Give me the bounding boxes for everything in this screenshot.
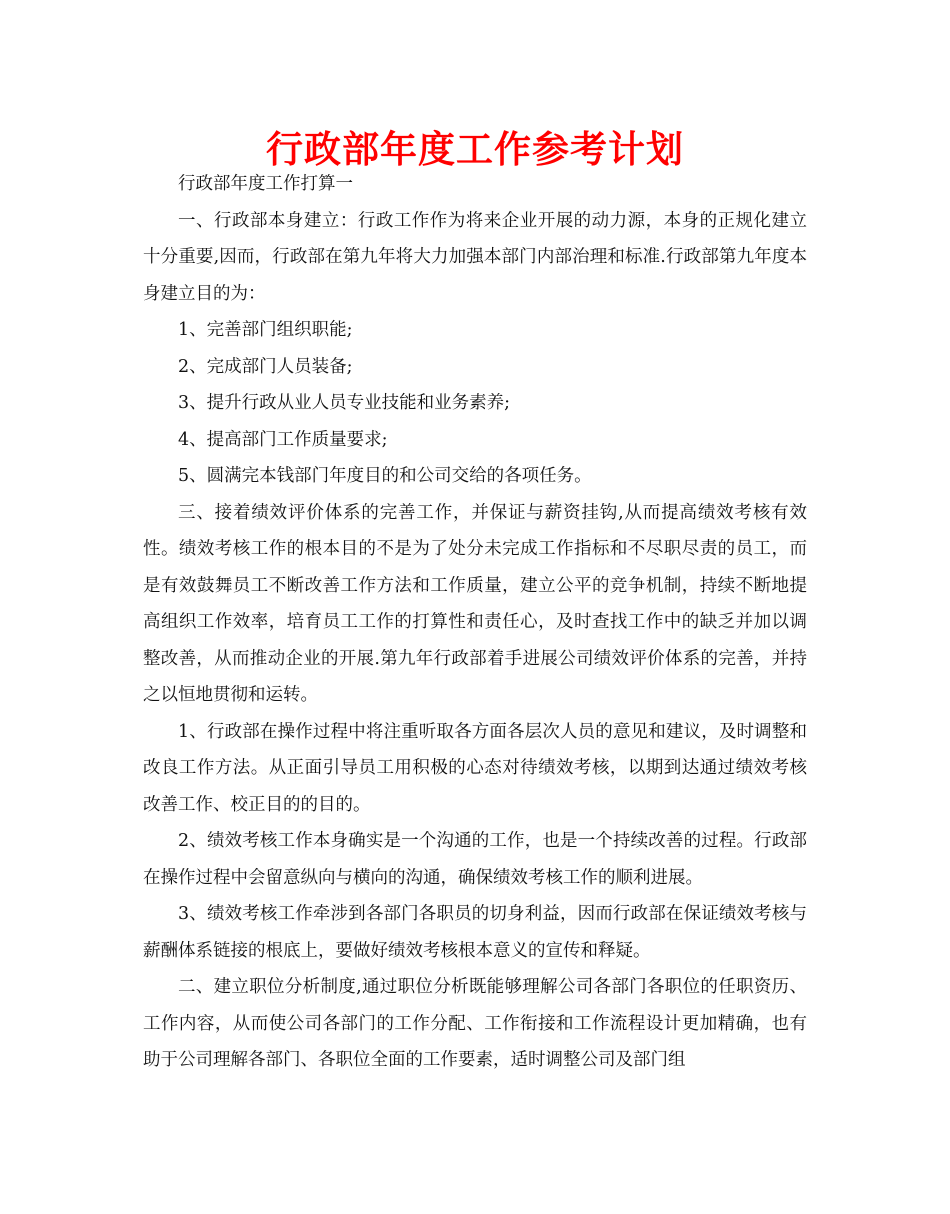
- paragraph: 3、绩效考核工作牵涉到各部门各职员的切身利益，因而行政部在保证绩效考核与薪酬体系链接的根底上，要做好绩效考核根本意义的宣传和释疑。: [143, 904, 807, 961]
- document-title: 行政部年度工作参考计划: [266, 128, 684, 171]
- section-heading: 行政部年度工作打算一: [178, 174, 353, 194]
- list-item: 5、圆满完本钱部门年度目的和公司交给的各项任务。: [178, 466, 592, 486]
- paragraph: 一、行政部本身建立：行政工作作为将来企业开展的动力源，本身的正规化建立十分重要,因而，行政部在第九年将大力加强本部门内部治理和标准.行政部第九年度本身建立目的为：: [143, 210, 807, 304]
- list-item: 4、提高部门工作质量要求;: [178, 429, 388, 450]
- document-body: [143, 166, 807, 1079]
- paragraph: 二、建立职位分析制度,通过职位分析既能够理解公司各部门各职位的任职资历、工作内容，从而使公司各部门的工作分配、工作衔接和工作流程设计更加精确，也有助于公司理解各部门、各职位全面的工作要素，适时调整公司及部门组: [143, 977, 807, 1070]
- list-item: 3、提升行政从业人员专业技能和业务素养;: [178, 393, 511, 413]
- list-item: 2、完成部门人员装备;: [178, 356, 353, 377]
- paragraph: 1、行政部在操作过程中将注重听取各方面各层次人员的意见和建议，及时调整和改良工作方法。从正面引导员工用积极的心态对待绩效考核，以期到达通过绩效考核改善工作、校正目的的目的。: [143, 721, 807, 815]
- list-item: 1、完善部门组织职能;: [178, 320, 353, 340]
- paragraph: 三、接着绩效评价体系的完善工作，并保证与薪资挂钩,从而提高绩效考核有效性。绩效考核工作的根本目的不是为了处分未完成工作指标和不尽职尽责的员工，而是有效鼓舞员工不断改善工作方法和工作质量，建立公平的竞争机制，持续不断地提高组织工作效率，培育员工工作的打算性和责任心，及时查找工作中的缺乏并加以调整改善，从而推动企业的开展.第九年行政部着手进展公司绩效评价体系的完善，并持之以恒地贯彻和运转。: [143, 502, 807, 705]
- paragraph: 2、绩效考核工作本身确实是一个沟通的工作，也是一个持续改善的过程。行政部在操作过程中会留意纵向与横向的沟通，确保绩效考核工作的顺利进展。: [143, 831, 807, 888]
